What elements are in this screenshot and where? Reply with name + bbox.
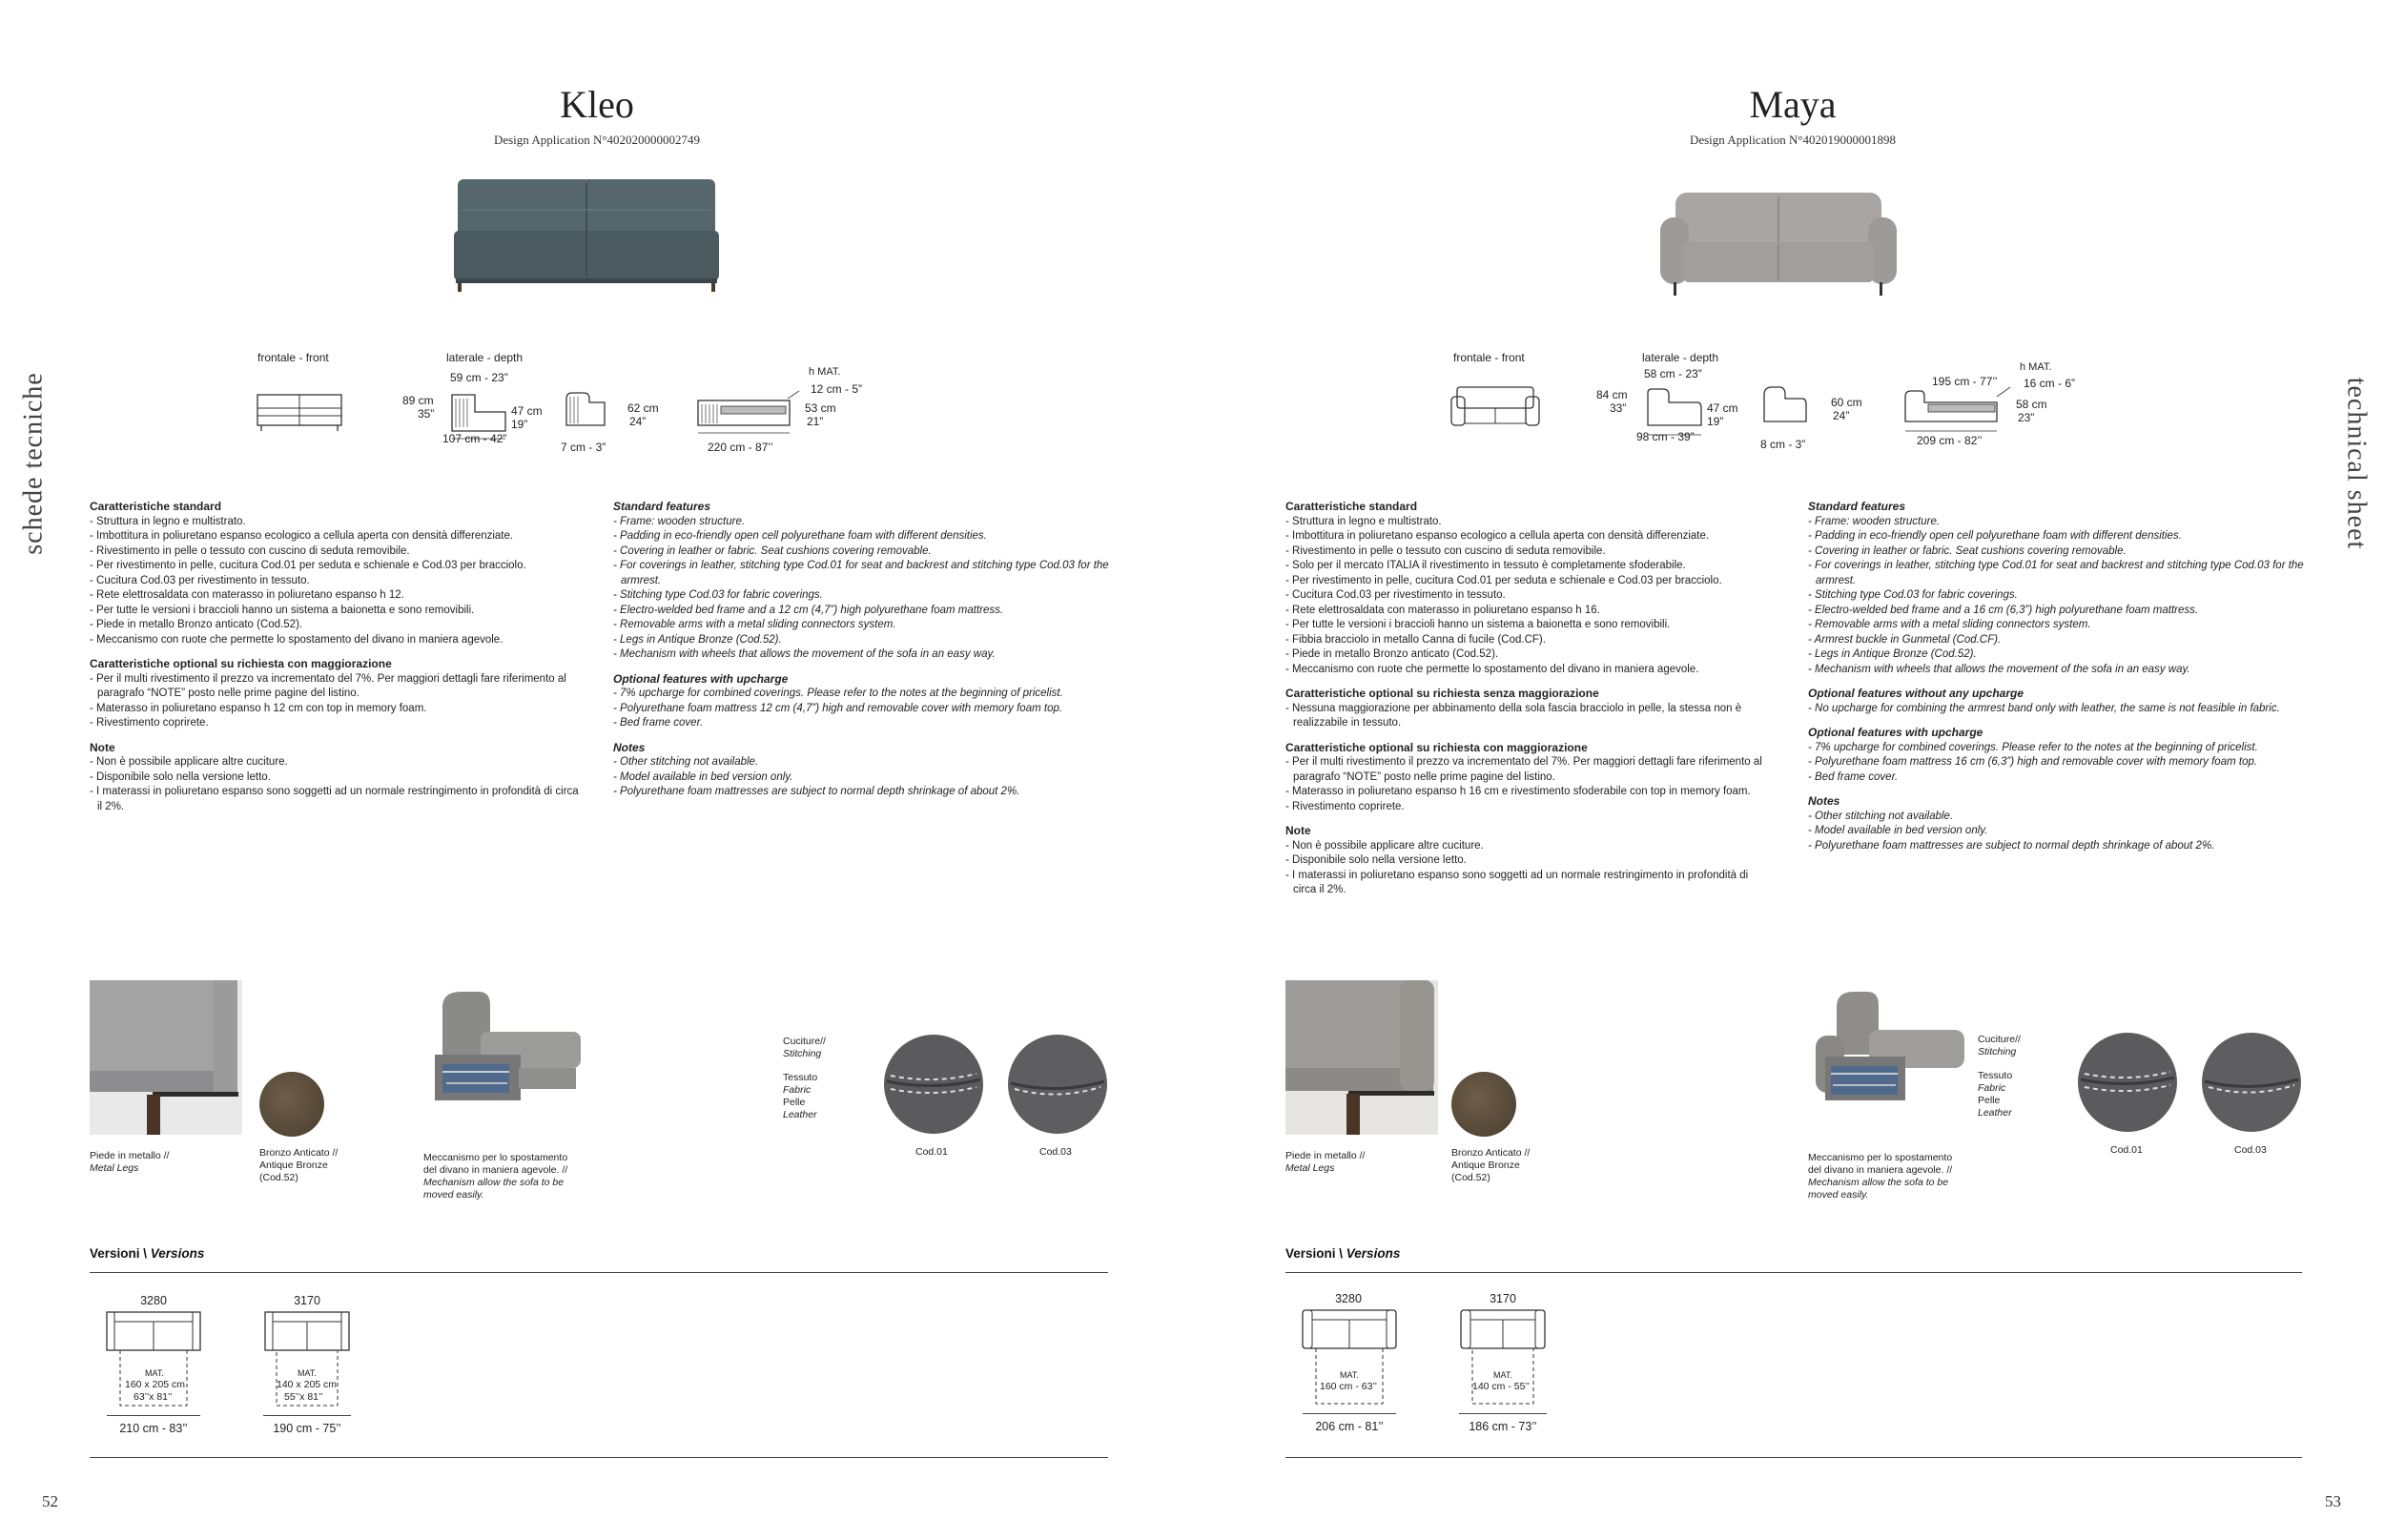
dim-maya-5b: 24” — [1833, 409, 1850, 422]
list-item: - Electro-welded bed frame and a 16 cm (6,3”) high polyurethane foam mattress. — [1808, 604, 2199, 616]
dim-maya-9b: 23” — [2018, 411, 2035, 424]
product-title-maya: Maya — [1749, 83, 1837, 126]
list-item: - Materasso in poliuretano espanso h 16 cm e rivestimento sfoderabile con top in memory foam. — [1285, 786, 1751, 797]
version-mat: MAT. — [1493, 1370, 1512, 1380]
caption-cod01-maya: Cod.01 — [2110, 1144, 2143, 1156]
caption-text: moved easily. — [1808, 1189, 1869, 1201]
list-item: - Piede in metallo Bronzo anticato (Cod.52). — [1285, 648, 1499, 660]
list-item: - Polyurethane foam mattress 12 cm (4,7”) high and removable cover with memory foam top. — [613, 702, 1063, 714]
label-front-maya: frontale - front — [1453, 351, 1525, 364]
divider-versions-kleo — [90, 1272, 1108, 1273]
page-number-right: 53 — [2325, 1492, 2341, 1510]
caption-text: Pelle — [1978, 1095, 2001, 1106]
version-size: 210 cm - 83’’ — [119, 1422, 188, 1435]
dim-kleo-1: 59 cm - 23” — [450, 371, 508, 384]
list-item: - 7% upcharge for combined coverings. Please refer to the notes at the beginning of pricelist. — [1808, 741, 2258, 753]
dim-kleo-3b: 19” — [511, 418, 528, 431]
mechanism-photo-maya — [1808, 988, 1970, 1117]
heading-notes-en-kleo: Notes — [613, 740, 646, 754]
list-item: - Polyurethane foam mattresses are subject to normal depth shrinkage of about 2%. — [1808, 839, 2215, 852]
dim-maya-3b: 19” — [1707, 415, 1724, 428]
list-item: - Removable arms with a metal sliding connectors system. — [1808, 619, 2091, 630]
version-code: 3280 — [140, 1294, 167, 1307]
caption-text: Leather — [783, 1109, 817, 1120]
caption-text: Stitching — [1978, 1046, 2017, 1057]
list-item: - Stitching type Cod.03 for fabric coverings. — [1808, 589, 2018, 601]
list-item: - Polyurethane foam mattress 16 cm (6,3”) high and removable cover with memory foam top. — [1808, 756, 2258, 768]
list-item: - Mechanism with wheels that allows the movement of the sofa in an easy way. — [1808, 663, 2190, 675]
dim-maya-2a: 84 cm — [1596, 388, 1628, 401]
caption-text: Leather — [1978, 1107, 2012, 1119]
caption-mechanism-maya — [1808, 1152, 1989, 1201]
caption-text: Bronzo Anticato // — [1451, 1147, 1531, 1159]
list-item: - Disponibile solo nella versione letto. — [1285, 854, 1467, 866]
list-item: - Legs in Antique Bronze (Cod.52). — [613, 633, 782, 646]
version-size: 190 cm - 75’’ — [273, 1422, 341, 1435]
list-item: - Per il multi rivestimento il prezzo va incrementato del 7%. Per maggiori dettagli fare riferimento al paragrafo “NOTE” posto nelle prime pagine del listino. — [90, 672, 566, 699]
dim-maya-2b: 33” — [1610, 401, 1627, 415]
dim-kleo-6: 7 cm - 3” — [561, 441, 606, 454]
caption-text: Metal Legs — [1285, 1162, 1335, 1174]
caption-mechanism-kleo — [423, 1152, 605, 1201]
caption-text: Meccanismo per lo spostamento — [423, 1152, 568, 1163]
caption-text: Antique Bronze — [1451, 1160, 1520, 1171]
list-item: - Rivestimento coprirete. — [90, 717, 209, 729]
version-code: 3170 — [1490, 1292, 1516, 1305]
list-item: - Meccanismo con ruote che permette lo spostamento del divano in maniera agevole. — [1285, 663, 1699, 675]
caption-cod03-maya: Cod.03 — [2234, 1144, 2267, 1156]
caption-cod01-kleo: Cod.01 — [915, 1146, 948, 1158]
features-it-maya — [1285, 500, 1772, 898]
label-depth-maya: laterale - depth — [1642, 351, 1719, 364]
page-number-left: 52 — [42, 1492, 58, 1510]
versions-heading-it: Versioni \ — [1285, 1246, 1344, 1261]
dim-kleo-8: 12 cm - 5” — [811, 382, 863, 396]
list-item: - For coverings in leather, stitching type Cod.01 for seat and backrest and stitching type Cod.03 for the armrest. — [1808, 560, 2304, 586]
version-size: 186 cm - 73’’ — [1469, 1420, 1537, 1433]
heading-standard-it-maya: Caratteristiche standard — [1285, 500, 1418, 513]
list-item: - Disponibile solo nella versione letto. — [90, 770, 271, 783]
list-item: - Nessuna maggiorazione per abbinamento della sola fascia bracciolo in pelle, la stessa non è realizzabile in tessuto. — [1285, 702, 1742, 729]
list-item: - Model available in bed version only. — [1808, 825, 1988, 836]
dim-kleo-9a: 53 cm — [805, 401, 836, 415]
list-item: - Armrest buckle in Gunmetal (Cod.CF). — [1808, 633, 2002, 646]
sofa-image-maya — [1654, 189, 1902, 301]
list-item: - Imbottitura in poliuretano espanso ecologico a cellula aperta con densità differenziate. — [1285, 530, 1710, 542]
arm-drawing-maya — [1760, 383, 1810, 429]
list-item: - For coverings in leather, stitching type Cod.01 for seat and backrest and stitching type Cod.03 for the armrest. — [613, 560, 1109, 586]
list-item: - Rivestimento in pelle o tessuto con cuscino di seduta removibile. — [90, 544, 410, 557]
heading-standard-en-maya: Standard features — [1808, 500, 1906, 513]
sofa-image-kleo — [448, 172, 725, 300]
dim-maya-11: 195 cm - 77’’ — [1932, 375, 1998, 388]
versions-heading-en: Versions — [1346, 1246, 1401, 1261]
front-drawing-kleo — [256, 389, 343, 435]
versions-heading-it: Versioni \ — [90, 1246, 148, 1261]
caption-text: Mechanism allow the sofa to be — [1808, 1177, 1949, 1188]
list-item: - Polyurethane foam mattresses are subject to normal depth shrinkage of about 2%. — [613, 786, 1020, 797]
list-item: - Padding in eco-friendly open cell polyurethane foam with different densities. — [613, 530, 987, 542]
heading-optional-en-maya: Optional features with upcharge — [1808, 726, 1983, 739]
list-item: - Rete elettrosaldata con materasso in poliuretano espanso h 12. — [90, 589, 404, 601]
list-item: - Cucitura Cod.03 per rivestimento in tessuto. — [90, 574, 310, 586]
list-item: - Piede in metallo Bronzo anticato (Cod.52). — [90, 619, 303, 630]
list-item: - Frame: wooden structure. — [1808, 515, 1941, 527]
caption-text: Stitching — [783, 1048, 822, 1059]
list-item: - Covering in leather or fabric. Seat cushions covering removable. — [1808, 544, 2127, 557]
dim-maya-3a: 47 cm — [1707, 401, 1738, 415]
list-item: - I materassi in poliuretano espanso sono soggetti ad un normale restringimento in profondità di circa il 2%. — [90, 786, 579, 812]
bronze-swatch-kleo — [259, 1072, 324, 1137]
versions-heading-maya — [1285, 1246, 1400, 1261]
caption-text: Cuciture// — [783, 1036, 826, 1047]
bronze-swatch-maya — [1451, 1072, 1516, 1137]
version-mat: MAT. — [145, 1368, 164, 1378]
list-item: - Per rivestimento in pelle, cucitura Cod.01 per seduta e schienale e Cod.03 per bracciolo. — [90, 560, 526, 571]
list-item: - 7% upcharge for combined coverings. Please refer to the notes at the beginning of pricelist. — [613, 688, 1063, 699]
caption-text: del divano in maniera agevole. // — [1808, 1164, 1953, 1176]
version-mat-inch: 55’’x 81’’ — [284, 1391, 323, 1403]
list-item: - Struttura in legno e multistrato. — [1285, 515, 1442, 527]
divider-versions-maya — [1285, 1272, 2302, 1273]
caption-text: Bronzo Anticato // — [259, 1147, 339, 1159]
versions-heading-en: Versions — [150, 1246, 205, 1261]
list-item: - Fibbia bracciolo in metallo Canna di fucile (Cod.CF). — [1285, 633, 1546, 646]
list-item: - Padding in eco-friendly open cell polyurethane foam with different densities. — [1808, 530, 2182, 542]
features-it-kleo — [90, 500, 581, 814]
dim-kleo-5b: 24” — [629, 415, 647, 428]
design-application-kleo: Design Application N°402020000002749 — [493, 133, 701, 147]
caption-text: (Cod.52) — [259, 1172, 298, 1183]
bottom-rule-right — [1285, 1457, 2302, 1458]
list-item: - No upcharge for combining the armrest band only with leather, the same is not feasible in fabric. — [1808, 702, 2280, 714]
list-item: - Rete elettrosaldata con materasso in poliuretano espanso h 16. — [1285, 604, 1600, 616]
heading-optional-it-maya: Caratteristiche optional su richiesta con maggiorazione — [1285, 740, 1588, 754]
caption-text: (Cod.52) — [1451, 1172, 1490, 1183]
list-item: - Materasso in poliuretano espanso h 12 cm con top in memory foam. — [90, 702, 427, 714]
list-item: - Bed frame cover. — [1808, 770, 1899, 783]
stitching-legend-kleo — [783, 1036, 869, 1121]
caption-bronze-kleo — [259, 1147, 374, 1184]
caption-cod03-kleo: Cod.03 — [1039, 1146, 1072, 1158]
heading-optional-en-kleo: Optional features with upcharge — [613, 671, 789, 686]
label-front-kleo: frontale - front — [257, 351, 329, 364]
list-item: - Non è possibile applicare altre cuciture. — [90, 756, 288, 768]
list-item: - I materassi in poliuretano espanso sono soggetti ad un normale restringimento in profondità di circa il 2%. — [1285, 869, 1749, 895]
divider — [1459, 1413, 1547, 1414]
side-drawing-maya — [1642, 385, 1709, 437]
list-item: - Legs in Antique Bronze (Cod.52). — [1808, 648, 1977, 660]
heading-standard-it-kleo: Caratteristiche standard — [90, 500, 222, 513]
stitch-cod01-maya — [2077, 1032, 2178, 1133]
dim-kleo-7: h MAT. — [809, 366, 841, 378]
dim-kleo-2a: 89 cm — [402, 394, 434, 407]
version-mat-size: 140 cm - 55’’ — [1472, 1381, 1530, 1392]
list-item: - Rivestimento coprirete. — [1285, 800, 1405, 812]
version-drawing — [1459, 1306, 1547, 1411]
version-mat-size: 140 x 205 cm — [277, 1379, 338, 1390]
side-title-right: technical sheet — [2341, 377, 2372, 550]
version-mat: MAT. — [298, 1368, 317, 1378]
version-mat-size: 160 x 205 cm — [125, 1379, 186, 1390]
dim-maya-6: 8 cm - 3” — [1760, 438, 1806, 451]
divider — [1303, 1413, 1396, 1414]
divider — [263, 1415, 351, 1416]
front-drawing-maya — [1449, 383, 1541, 431]
caption-text: Meccanismo per lo spostamento — [1808, 1152, 1953, 1163]
versions-heading-kleo — [90, 1246, 204, 1261]
design-application-maya: Design Application N°402019000001898 — [1689, 133, 1897, 147]
heading-optional-free-en-maya: Optional features without any upcharge — [1808, 687, 2024, 700]
list-item: - Frame: wooden structure. — [613, 515, 746, 527]
list-item: - Cucitura Cod.03 per rivestimento in tessuto. — [1285, 589, 1506, 601]
stitch-cod01-kleo — [883, 1034, 984, 1135]
leg-photo-kleo — [90, 980, 242, 1135]
dim-maya-9a: 58 cm — [2016, 398, 2047, 411]
caption-text: Piede in metallo // — [1285, 1150, 1366, 1161]
list-item: - Stitching type Cod.03 for fabric coverings. — [613, 589, 823, 601]
caption-text: moved easily. — [423, 1189, 484, 1201]
list-item: - Removable arms with a metal sliding connectors system. — [613, 619, 896, 630]
caption-legs-kleo — [90, 1150, 242, 1175]
label-depth-kleo: laterale - depth — [446, 351, 524, 364]
stitch-cod03-kleo — [1007, 1034, 1108, 1135]
list-item: - Bed frame cover. — [613, 717, 704, 729]
arm-drawing-kleo — [563, 389, 610, 433]
dim-maya-1: 58 cm - 23” — [1644, 367, 1702, 380]
list-item: - Imbottitura in poliuretano espanso ecologico a cellula aperta con densità differenziate. — [90, 530, 514, 542]
caption-text: Piede in metallo // — [90, 1150, 170, 1161]
bottom-rule-left — [90, 1457, 1108, 1458]
list-item: - Per il multi rivestimento il prezzo va incrementato del 7%. Per maggiori dettagli fare riferimento al paragrafo “NOTE” posto nelle prime pagine del listino. — [1285, 756, 1762, 783]
list-item: - Other stitching not available. — [1808, 810, 1954, 822]
list-item: - Meccanismo con ruote che permette lo spostamento del divano in maniera agevole. — [90, 633, 504, 646]
version-code: 3170 — [294, 1294, 320, 1307]
dim-kleo-5a: 62 cm — [627, 401, 659, 415]
list-item: - Per tutte le versioni i braccioli hanno un sistema a baionetta e sono removibili. — [1285, 619, 1671, 630]
dim-maya-10: 209 cm - 82’’ — [1917, 434, 1983, 447]
dim-kleo-3a: 47 cm — [511, 404, 543, 418]
dim-kleo-10: 220 cm - 87’’ — [708, 441, 773, 454]
list-item: - Struttura in legno e multistrato. — [90, 515, 246, 527]
side-title-left: schede tecniche — [18, 372, 49, 555]
divider — [107, 1415, 200, 1416]
product-title-kleo: Kleo — [560, 83, 634, 126]
list-item: - Other stitching not available. — [613, 756, 759, 768]
list-item: - Rivestimento in pelle o tessuto con cuscino di seduta removibile. — [1285, 544, 1606, 557]
dim-maya-7: h MAT. — [2020, 361, 2052, 373]
caption-text: Antique Bronze — [259, 1160, 328, 1171]
list-item: - Solo per il mercato ITALIA il rivestimento in tessuto è completamente sfoderabile. — [1285, 560, 1686, 571]
dim-kleo-2b: 35” — [418, 407, 435, 421]
heading-notes-en-maya: Notes — [1808, 794, 1840, 808]
stitching-legend-maya — [1978, 1034, 2064, 1119]
caption-text: Tessuto — [1978, 1070, 2013, 1081]
list-item: - Per rivestimento in pelle, cucitura Cod.01 per seduta e schienale e Cod.03 per bracciolo. — [1285, 574, 1722, 586]
version-mat-inch: 63’’x 81’’ — [134, 1391, 173, 1403]
heading-note-it-kleo: Note — [90, 740, 115, 754]
caption-text: Tessuto — [783, 1072, 818, 1083]
version-drawing — [1301, 1306, 1398, 1411]
version-mat-size: 160 cm - 63’’ — [1320, 1381, 1377, 1392]
caption-legs-maya — [1285, 1150, 1438, 1175]
caption-text: Fabric — [783, 1084, 812, 1096]
dim-maya-4: 98 cm - 39” — [1636, 430, 1695, 443]
dim-maya-5a: 60 cm — [1831, 396, 1862, 409]
dim-kleo-9b: 21” — [807, 415, 824, 428]
caption-bronze-maya — [1451, 1147, 1566, 1184]
caption-text: Mechanism allow the sofa to be — [423, 1177, 565, 1188]
caption-text: Metal Legs — [90, 1162, 139, 1174]
stitch-cod03-maya — [2201, 1032, 2302, 1133]
dim-kleo-4: 107 cm - 42” — [442, 432, 507, 445]
caption-text: del divano in maniera agevole. // — [423, 1164, 568, 1176]
caption-text: Cuciture// — [1978, 1034, 2021, 1045]
version-mat: MAT. — [1340, 1370, 1359, 1380]
list-item: - Electro-welded bed frame and a 12 cm (4,7”) high polyurethane foam mattress. — [613, 604, 1004, 616]
mechanism-photo-kleo — [423, 988, 586, 1117]
heading-optional-it-kleo: Caratteristiche optional su richiesta con maggiorazione — [90, 657, 392, 670]
features-en-maya — [1808, 500, 2304, 853]
heading-note-it-maya: Note — [1285, 824, 1311, 837]
list-item: - Covering in leather or fabric. Seat cushions covering removable. — [613, 544, 932, 557]
heading-optional-free-it-maya: Caratteristiche optional su richiesta senza maggiorazione — [1285, 687, 1599, 700]
version-code: 3280 — [1335, 1292, 1362, 1305]
version-size: 206 cm - 81’’ — [1315, 1420, 1384, 1433]
list-item: - Per tutte le versioni i braccioli hanno un sistema a baionetta e sono removibili. — [90, 604, 475, 616]
leg-photo-maya — [1285, 980, 1438, 1135]
bed-drawing-kleo — [696, 389, 801, 439]
list-item: - Non è possibile applicare altre cuciture. — [1285, 839, 1484, 852]
heading-standard-en-kleo: Standard features — [613, 500, 711, 513]
list-item: - Mechanism with wheels that allows the movement of the sofa in an easy way. — [613, 648, 996, 660]
list-item: - Model available in bed version only. — [613, 770, 793, 783]
features-en-kleo — [613, 500, 1109, 800]
dim-maya-8: 16 cm - 6” — [2024, 377, 2076, 390]
bed-drawing-maya — [1903, 383, 2012, 437]
caption-text: Fabric — [1978, 1082, 2006, 1094]
caption-text: Pelle — [783, 1097, 806, 1108]
